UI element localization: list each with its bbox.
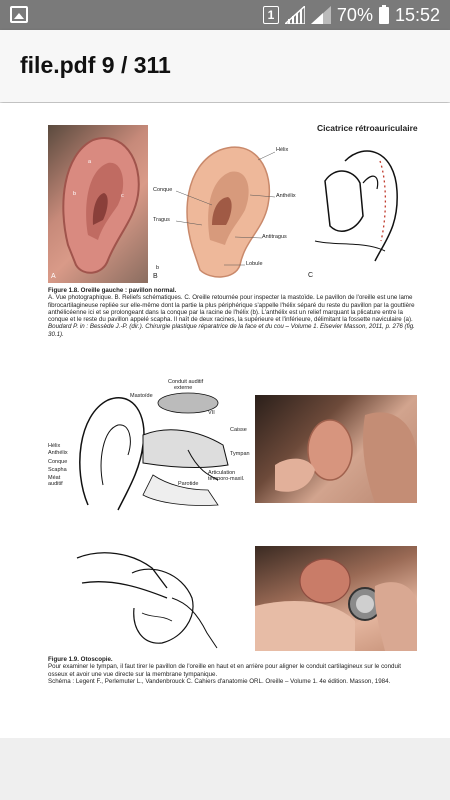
otoscopy-photo-1 <box>255 395 417 503</box>
document-title: file.pdf 9 / 311 <box>20 52 171 78</box>
label-scapha: Scapha <box>48 467 67 473</box>
label-tragus: Tragus <box>153 217 170 223</box>
ear-photo <box>48 125 148 283</box>
figure-1-8-source: Boudard P. in : Bessède J.-P. (dir.). Chirurgie plastique réparatrice de la face et du cou – Volume 1. Elsevier Masson, 2011, p. 276 (fig. 30.1). <box>48 323 415 338</box>
photo-label-c: c <box>121 193 124 199</box>
figure-1-9-source: Schéma : Legent F., Perlemuter L., Vandenbrouck C. Cahiers d'anatomie ORL. Oreille – Volume 1. 4e édition. Masson, 1984. <box>48 677 391 685</box>
figure-1-9-caption <box>48 656 420 685</box>
sim-icon: 1 <box>263 6 279 24</box>
figure-1-8-caption <box>48 287 420 338</box>
retroauricular-diagram <box>305 121 420 283</box>
battery-icon <box>379 7 389 24</box>
label-temporo: temporo-maxil. <box>208 476 245 482</box>
app-bar <box>0 30 450 102</box>
otoscopy-photo-2 <box>255 546 417 651</box>
label-helix: Hélix <box>276 147 289 153</box>
otoscopy-drawing <box>72 543 222 653</box>
photo-label-b: b <box>73 191 77 197</box>
gallery-notification-icon <box>10 6 28 23</box>
label-conque: Conque <box>153 187 173 193</box>
ear-diagram <box>150 125 300 283</box>
label-articulation: Articulation <box>208 470 236 476</box>
label-B: B <box>153 273 158 280</box>
label-antitragus: Antitragus <box>262 234 287 240</box>
scar-label: Cicatrice rétroauriculaire <box>317 123 418 133</box>
label-conduit: Conduit auditif <box>168 379 204 385</box>
label-conque-2: Conque <box>48 459 68 465</box>
pdf-page[interactable] <box>0 103 450 738</box>
label-C: C <box>308 272 314 279</box>
label-lobule: Lobule <box>246 261 263 267</box>
figure-1-9-title: Figure 1.9. Otoscopie. <box>48 656 113 663</box>
label-helix-2: Hélix <box>48 443 61 449</box>
label-vii: VII <box>208 410 215 416</box>
label-mastoide: Mastoïde <box>130 393 153 399</box>
label-tympan: Tympan <box>230 451 250 457</box>
clock: 15:52 <box>394 4 440 25</box>
figure-1-8-body: A. Vue photographique. B. Reliefs schématiques. C. Oreille retournée pour inspecter la mastoïde. Le pavillon de l'oreille est une lame fibrocartilagineuse repliée sur elle-même dont la partie la plus périphérique s'appelle l'hélix séparé du reste du pavillon par la gouttière anthélicéenne ici et se prolongeant dans la conque par la racine de l'hélix (b). L'anthélix est un relief marquant la plicature entre la conque et le reste du pavillon appelé scapha. Il naît de deux racines, la supérieure et l'inférieure, délimitant la fossette naviculaire (a). <box>48 294 415 324</box>
figure-1-9-body: Pour examiner le tympan, il faut tirer le pavillon de l'oreille en haut et en arrière pour aligner le conduit cartilagineux sur le conduit osseux et avoir une vue directe sur la membrane tympanique. <box>48 663 402 678</box>
label-externe: externe <box>174 385 193 391</box>
signal-icon-2 <box>311 6 331 24</box>
viewer-background <box>0 738 450 800</box>
signal-icon <box>285 6 305 24</box>
battery-percent: 70% <box>336 4 373 25</box>
label-meat: Méat <box>48 475 61 481</box>
photo-label-a: a <box>88 159 92 165</box>
label-parotide: Parotide <box>178 481 199 487</box>
ear-anatomy-drawing <box>48 375 253 515</box>
status-bar <box>0 0 450 30</box>
label-anthelix: Anthélix <box>276 193 296 199</box>
figure-1-8-title: Figure 1.8. Oreille gauche : pavillon normal. <box>48 287 177 294</box>
label-b-small: b <box>156 265 160 271</box>
photo-label-A: A <box>51 273 56 280</box>
label-caisse: Caisse <box>230 427 247 433</box>
label-anthelix-2: Anthélix <box>48 450 68 456</box>
label-auditif: auditif <box>48 481 63 487</box>
